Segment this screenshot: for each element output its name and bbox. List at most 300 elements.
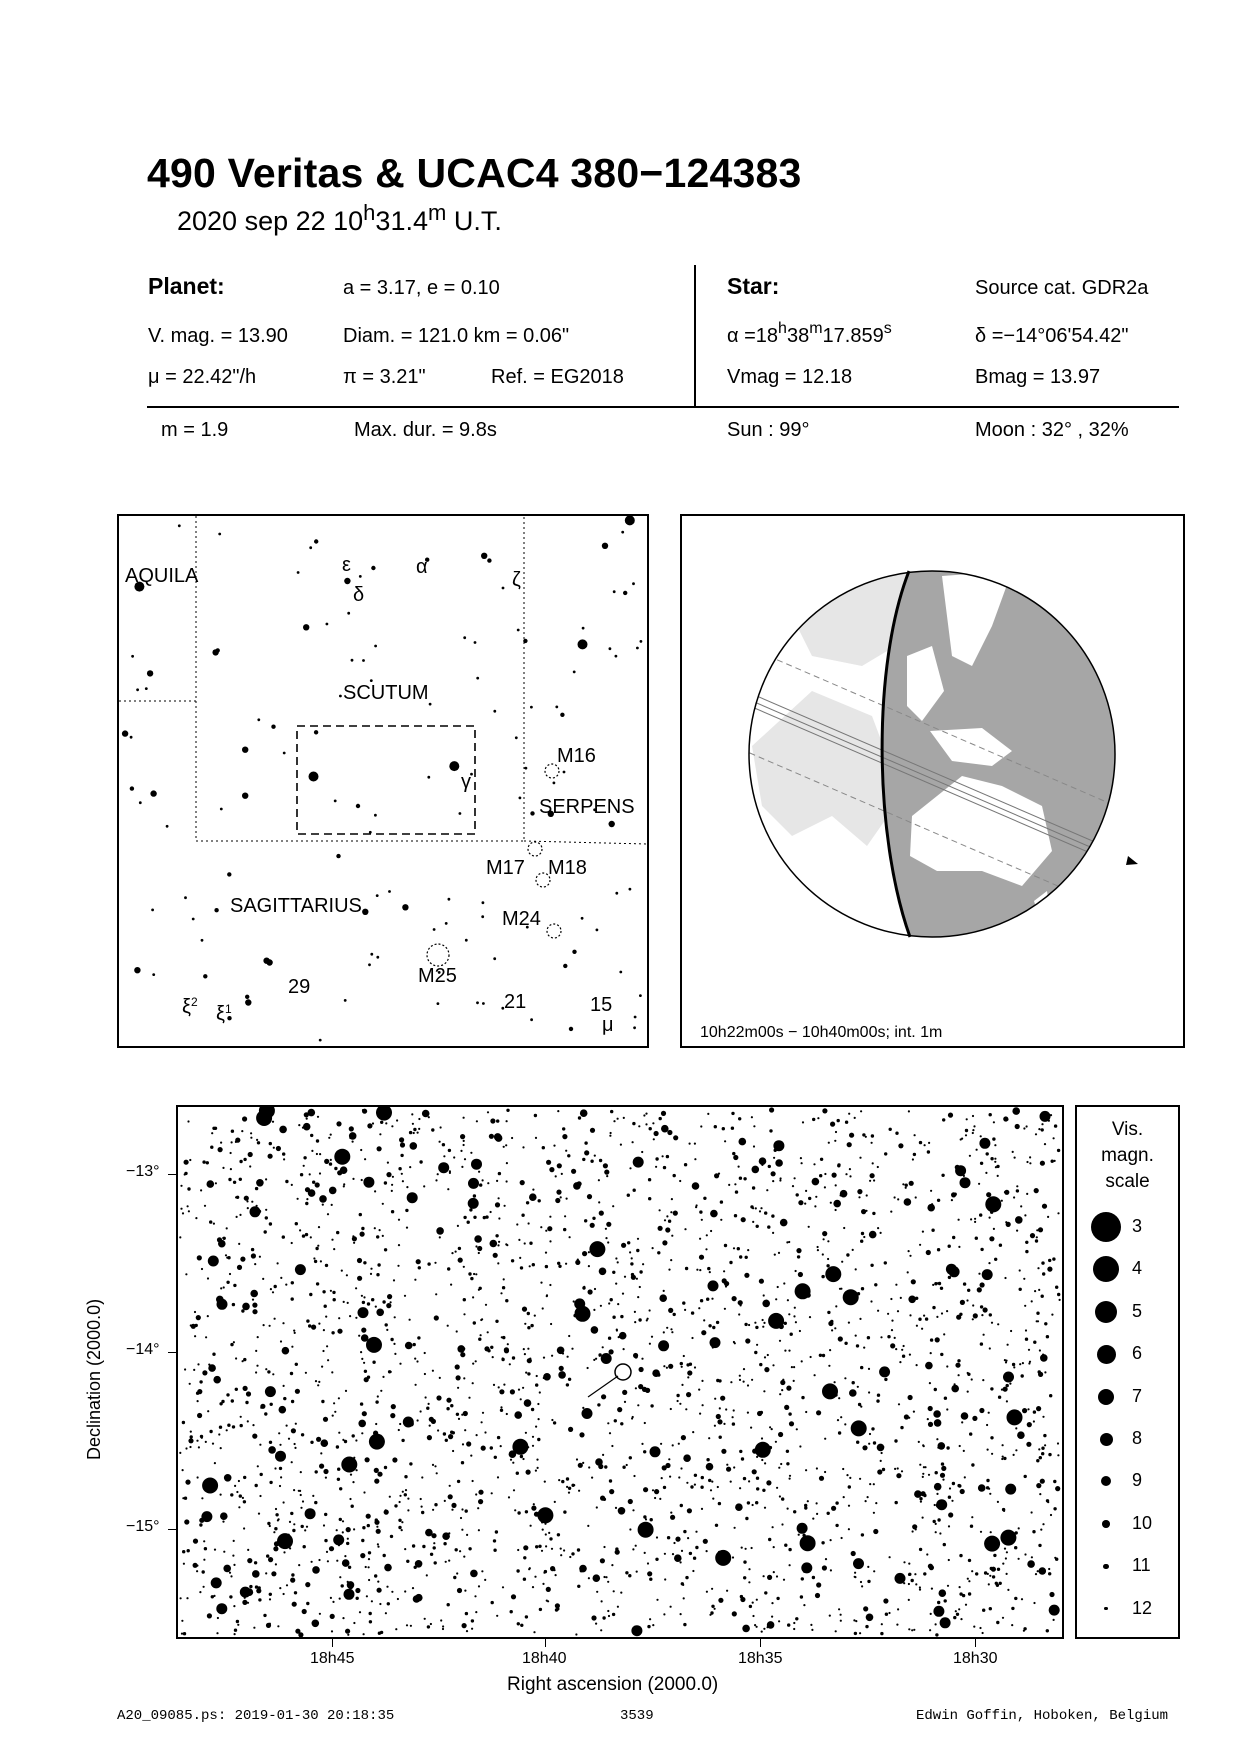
field-star bbox=[721, 1449, 726, 1454]
field-star bbox=[989, 1575, 991, 1577]
field-star bbox=[986, 1192, 991, 1197]
field-star bbox=[502, 1286, 505, 1289]
field-star bbox=[641, 1151, 643, 1153]
field-star bbox=[467, 1221, 470, 1224]
field-star bbox=[450, 1404, 453, 1407]
field-star bbox=[853, 1428, 856, 1431]
field-star bbox=[756, 1456, 758, 1458]
field-star bbox=[195, 1217, 197, 1219]
finder-star bbox=[309, 772, 319, 782]
field-star bbox=[511, 1137, 513, 1139]
field-star bbox=[591, 1477, 593, 1479]
field-star bbox=[448, 1494, 453, 1499]
field-star bbox=[237, 1265, 242, 1270]
field-star bbox=[543, 1373, 551, 1381]
cluster-m24 bbox=[547, 924, 561, 938]
field-star bbox=[658, 1226, 663, 1231]
field-star bbox=[490, 1240, 498, 1248]
field-star bbox=[418, 1118, 420, 1120]
field-star bbox=[793, 1315, 795, 1317]
field-star bbox=[1034, 1188, 1039, 1193]
field-star bbox=[525, 1372, 527, 1374]
field-star bbox=[793, 1628, 795, 1630]
field-star bbox=[380, 1121, 383, 1124]
finder-star bbox=[482, 901, 485, 904]
field-star bbox=[527, 1326, 530, 1329]
field-star bbox=[643, 1114, 645, 1116]
field-star bbox=[814, 1205, 816, 1207]
field-star bbox=[295, 1389, 300, 1394]
field-star bbox=[728, 1184, 730, 1186]
field-star bbox=[219, 1402, 222, 1405]
field-star bbox=[295, 1222, 298, 1225]
field-star bbox=[670, 1211, 672, 1213]
field-star bbox=[848, 1113, 850, 1115]
field-star bbox=[643, 1487, 648, 1492]
field-star bbox=[807, 1500, 809, 1502]
field-star bbox=[439, 1377, 441, 1379]
field-star bbox=[971, 1570, 973, 1572]
field-star bbox=[821, 1275, 824, 1278]
field-star bbox=[1004, 1548, 1006, 1550]
field-star bbox=[576, 1458, 578, 1460]
field-star bbox=[437, 1173, 439, 1175]
field-star bbox=[709, 1271, 711, 1273]
field-star bbox=[490, 1211, 492, 1213]
field-star bbox=[656, 1536, 658, 1538]
finder-star bbox=[147, 670, 153, 676]
finder-star bbox=[445, 922, 448, 925]
field-star bbox=[231, 1399, 234, 1402]
field-star bbox=[573, 1484, 575, 1486]
field-star bbox=[580, 1569, 583, 1572]
field-star bbox=[520, 1180, 525, 1185]
field-star bbox=[608, 1302, 610, 1304]
field-star bbox=[900, 1297, 902, 1299]
field-star bbox=[856, 1344, 859, 1347]
field-star bbox=[869, 1180, 871, 1182]
field-star bbox=[379, 1603, 381, 1605]
field-star bbox=[338, 1432, 340, 1434]
finder-star bbox=[437, 1002, 440, 1005]
field-star bbox=[842, 1468, 844, 1470]
field-star bbox=[796, 1248, 801, 1253]
field-star bbox=[716, 1321, 719, 1324]
field-star bbox=[398, 1167, 401, 1170]
field-star bbox=[509, 1363, 511, 1365]
x-tick-mark bbox=[975, 1639, 976, 1647]
field-star bbox=[603, 1163, 608, 1168]
field-star bbox=[898, 1143, 903, 1148]
field-star bbox=[948, 1512, 953, 1517]
field-star bbox=[336, 1529, 338, 1531]
field-star bbox=[270, 1403, 273, 1406]
field-star bbox=[384, 1564, 392, 1572]
field-star bbox=[493, 1549, 496, 1552]
field-star bbox=[743, 1560, 746, 1563]
field-star bbox=[338, 1397, 340, 1399]
field-star bbox=[650, 1404, 653, 1407]
field-star bbox=[629, 1528, 631, 1530]
field-star bbox=[761, 1459, 763, 1461]
field-star bbox=[611, 1445, 613, 1447]
field-star bbox=[1004, 1191, 1006, 1193]
field-star bbox=[279, 1485, 281, 1487]
field-star bbox=[884, 1378, 887, 1381]
field-star bbox=[202, 1478, 218, 1494]
field-star bbox=[649, 1127, 652, 1130]
field-star bbox=[520, 1455, 523, 1458]
field-star bbox=[274, 1541, 279, 1546]
field-star bbox=[345, 1390, 347, 1392]
field-star bbox=[397, 1598, 399, 1600]
field-star bbox=[711, 1298, 713, 1300]
field-star bbox=[416, 1360, 418, 1362]
field-star bbox=[1041, 1128, 1044, 1131]
field-star bbox=[805, 1469, 807, 1471]
field-star bbox=[1051, 1314, 1053, 1316]
field-star bbox=[840, 1614, 842, 1616]
field-star bbox=[361, 1358, 363, 1360]
finder-star bbox=[370, 953, 373, 956]
field-star bbox=[911, 1629, 913, 1631]
field-star bbox=[994, 1161, 996, 1163]
field-star bbox=[342, 1520, 344, 1522]
field-star bbox=[849, 1477, 851, 1479]
field-star bbox=[463, 1140, 465, 1142]
field-star bbox=[291, 1242, 293, 1244]
field-star bbox=[602, 1616, 605, 1619]
field-star bbox=[393, 1279, 395, 1281]
field-star bbox=[208, 1364, 210, 1366]
field-star bbox=[915, 1297, 918, 1300]
field-star bbox=[604, 1465, 607, 1468]
field-star bbox=[475, 1273, 477, 1275]
field-star bbox=[496, 1180, 498, 1182]
field-star bbox=[748, 1581, 750, 1583]
field-star bbox=[816, 1410, 821, 1415]
field-star bbox=[1035, 1239, 1038, 1242]
field-star bbox=[670, 1408, 672, 1410]
field-star bbox=[369, 1620, 372, 1623]
field-star bbox=[520, 1266, 523, 1269]
field-star bbox=[239, 1494, 242, 1497]
field-star bbox=[321, 1366, 323, 1368]
field-star bbox=[852, 1249, 854, 1251]
field-star bbox=[262, 1278, 264, 1280]
field-star bbox=[609, 1349, 614, 1354]
field-star bbox=[733, 1155, 738, 1160]
field-star bbox=[816, 1582, 821, 1587]
field-star bbox=[223, 1286, 225, 1288]
finder-star bbox=[402, 904, 408, 910]
field-star bbox=[854, 1117, 856, 1119]
field-star bbox=[1038, 1370, 1041, 1373]
field-star bbox=[793, 1622, 795, 1624]
field-star bbox=[365, 1457, 370, 1462]
field-star bbox=[404, 1548, 406, 1550]
field-star bbox=[1007, 1409, 1023, 1425]
field-star bbox=[376, 1107, 392, 1121]
field-star bbox=[779, 1495, 781, 1497]
field-star bbox=[401, 1521, 403, 1523]
field-star bbox=[750, 1427, 752, 1429]
field-star bbox=[362, 1411, 367, 1416]
field-star bbox=[319, 1613, 321, 1615]
field-star bbox=[598, 1464, 603, 1469]
field-star bbox=[455, 1364, 460, 1369]
field-star bbox=[637, 1404, 639, 1406]
field-star bbox=[799, 1330, 801, 1332]
field-star bbox=[220, 1142, 222, 1144]
field-star bbox=[604, 1170, 609, 1175]
finder-star bbox=[344, 578, 350, 584]
field-star bbox=[714, 1398, 716, 1400]
field-star bbox=[1013, 1454, 1015, 1456]
field-star bbox=[873, 1179, 875, 1181]
field-star bbox=[476, 1120, 478, 1122]
field-star bbox=[732, 1152, 735, 1155]
field-star bbox=[476, 1434, 478, 1436]
field-star bbox=[456, 1572, 458, 1574]
field-star bbox=[829, 1615, 831, 1617]
boundary-serpens bbox=[524, 841, 647, 844]
field-star bbox=[698, 1307, 700, 1309]
field-star bbox=[332, 1291, 335, 1294]
label-sagittarius: SAGITTARIUS bbox=[230, 895, 362, 917]
field-star bbox=[919, 1589, 921, 1591]
field-star bbox=[629, 1456, 632, 1459]
field-star bbox=[505, 1144, 507, 1146]
field-star bbox=[889, 1128, 892, 1131]
field-star bbox=[445, 1561, 447, 1563]
field-star bbox=[867, 1336, 870, 1339]
field-star bbox=[899, 1361, 901, 1363]
field-star bbox=[894, 1468, 896, 1470]
field-star bbox=[321, 1196, 323, 1198]
field-star bbox=[543, 1572, 545, 1574]
field-star bbox=[216, 1603, 227, 1614]
field-star bbox=[374, 1227, 376, 1229]
field-star bbox=[442, 1532, 450, 1540]
field-star bbox=[940, 1287, 943, 1290]
field-star bbox=[840, 1288, 842, 1290]
field-star bbox=[1034, 1290, 1036, 1292]
finder-star bbox=[609, 647, 612, 650]
field-star bbox=[612, 1205, 614, 1207]
field-star bbox=[520, 1624, 523, 1627]
finder-star bbox=[596, 929, 599, 932]
field-star bbox=[931, 1229, 934, 1232]
field-star bbox=[861, 1232, 864, 1235]
field-star bbox=[789, 1475, 791, 1477]
field-star bbox=[273, 1147, 275, 1149]
field-star bbox=[982, 1609, 985, 1612]
field-star bbox=[645, 1123, 647, 1125]
field-star bbox=[553, 1421, 556, 1424]
field-star bbox=[565, 1263, 567, 1265]
field-star bbox=[380, 1390, 382, 1392]
field-star bbox=[801, 1577, 804, 1580]
field-star bbox=[1042, 1354, 1044, 1356]
finder-star bbox=[151, 909, 154, 912]
field-star bbox=[305, 1202, 308, 1205]
field-star bbox=[835, 1131, 837, 1133]
field-star bbox=[930, 1613, 932, 1615]
field-star bbox=[624, 1276, 626, 1278]
field-star bbox=[399, 1137, 404, 1142]
field-star bbox=[356, 1469, 358, 1471]
field-star bbox=[960, 1300, 965, 1305]
field-star bbox=[320, 1260, 322, 1262]
field-star bbox=[647, 1562, 649, 1564]
field-star bbox=[707, 1267, 710, 1270]
field-star bbox=[315, 1380, 317, 1382]
field-star bbox=[431, 1419, 436, 1424]
field-star bbox=[312, 1495, 314, 1497]
field-star bbox=[1031, 1300, 1033, 1302]
page-title: 490 Veritas & UCAC4 380−124383 bbox=[147, 150, 802, 196]
field-star bbox=[849, 1133, 854, 1138]
field-star bbox=[184, 1173, 186, 1175]
field-star bbox=[312, 1181, 315, 1184]
field-star bbox=[489, 1134, 494, 1139]
field-star bbox=[948, 1245, 951, 1248]
field-star bbox=[703, 1539, 708, 1544]
field-star bbox=[243, 1358, 246, 1361]
field-star bbox=[1025, 1250, 1028, 1253]
field-star bbox=[996, 1584, 999, 1587]
field-star bbox=[813, 1163, 815, 1165]
field-star bbox=[404, 1475, 407, 1478]
field-star bbox=[853, 1558, 864, 1569]
field-star bbox=[761, 1631, 763, 1633]
field-star bbox=[973, 1626, 975, 1628]
field-star bbox=[568, 1487, 571, 1490]
finder-star bbox=[152, 973, 155, 976]
field-star bbox=[789, 1421, 794, 1426]
field-star bbox=[396, 1119, 398, 1121]
field-star bbox=[431, 1533, 436, 1538]
field-star bbox=[752, 1504, 754, 1506]
field-star bbox=[868, 1443, 870, 1445]
field-star bbox=[943, 1543, 946, 1546]
field-star bbox=[232, 1425, 235, 1428]
field-star bbox=[390, 1413, 395, 1418]
field-star bbox=[759, 1363, 762, 1366]
field-star bbox=[694, 1474, 697, 1477]
field-star bbox=[386, 1329, 388, 1331]
field-star bbox=[772, 1232, 774, 1234]
field-star bbox=[304, 1529, 306, 1531]
field-star bbox=[1014, 1546, 1017, 1549]
finder-star bbox=[619, 971, 622, 974]
field-star bbox=[633, 1189, 636, 1192]
field-star bbox=[1023, 1627, 1026, 1630]
field-star bbox=[959, 1592, 962, 1595]
legend-dot-mag-12 bbox=[1104, 1607, 1107, 1610]
field-star bbox=[848, 1322, 850, 1324]
field-star bbox=[1021, 1598, 1023, 1600]
field-star bbox=[738, 1117, 741, 1120]
field-star bbox=[462, 1443, 464, 1445]
field-star bbox=[478, 1252, 480, 1254]
asteroid-path-icon bbox=[588, 1376, 618, 1397]
field-star bbox=[478, 1171, 480, 1173]
field-star bbox=[997, 1323, 999, 1325]
boundary-aquila bbox=[119, 516, 196, 701]
field-star bbox=[788, 1412, 791, 1415]
field-star bbox=[391, 1184, 393, 1186]
field-star bbox=[563, 1549, 565, 1551]
field-star bbox=[635, 1387, 637, 1389]
field-star bbox=[591, 1615, 596, 1620]
field-star bbox=[1036, 1406, 1041, 1411]
field-star bbox=[810, 1356, 812, 1358]
field-star bbox=[538, 1545, 541, 1548]
field-star bbox=[654, 1131, 659, 1136]
field-star bbox=[879, 1366, 890, 1377]
field-star bbox=[185, 1480, 190, 1485]
field-star bbox=[929, 1382, 931, 1384]
field-star bbox=[778, 1432, 783, 1437]
field-star bbox=[213, 1223, 215, 1225]
field-star bbox=[588, 1466, 590, 1468]
field-star bbox=[207, 1180, 215, 1188]
field-star bbox=[201, 1268, 203, 1270]
field-star bbox=[374, 1574, 377, 1577]
field-star bbox=[706, 1550, 708, 1552]
field-star bbox=[413, 1128, 416, 1131]
field-star bbox=[926, 1553, 928, 1555]
field-star bbox=[778, 1252, 780, 1254]
field-star bbox=[188, 1438, 193, 1443]
field-star bbox=[243, 1386, 248, 1391]
field-star bbox=[532, 1586, 534, 1588]
field-star bbox=[801, 1162, 803, 1164]
field-star bbox=[643, 1450, 646, 1453]
field-star bbox=[605, 1576, 607, 1578]
field-star bbox=[291, 1346, 293, 1348]
field-star bbox=[334, 1149, 350, 1165]
finder-star bbox=[487, 558, 491, 562]
field-star bbox=[291, 1461, 293, 1463]
field-star bbox=[208, 1256, 219, 1267]
field-star bbox=[526, 1201, 529, 1204]
field-star bbox=[453, 1156, 455, 1158]
field-star bbox=[861, 1585, 863, 1587]
field-star bbox=[787, 1623, 790, 1626]
field-star bbox=[743, 1576, 746, 1579]
field-star bbox=[490, 1118, 495, 1123]
field-star bbox=[326, 1345, 328, 1347]
field-star bbox=[715, 1524, 718, 1527]
field-star bbox=[332, 1601, 334, 1603]
field-star bbox=[233, 1540, 235, 1542]
field-star bbox=[633, 1157, 644, 1168]
field-star bbox=[232, 1303, 235, 1306]
field-star bbox=[203, 1540, 205, 1542]
field-star bbox=[247, 1420, 249, 1422]
field-star bbox=[516, 1443, 519, 1446]
field-star bbox=[908, 1250, 910, 1252]
field-star bbox=[739, 1138, 747, 1146]
planet-parallax: π = 3.21" bbox=[343, 366, 426, 388]
field-star bbox=[370, 1273, 372, 1275]
field-star bbox=[502, 1336, 505, 1339]
field-star bbox=[635, 1545, 637, 1547]
field-star bbox=[596, 1506, 598, 1508]
